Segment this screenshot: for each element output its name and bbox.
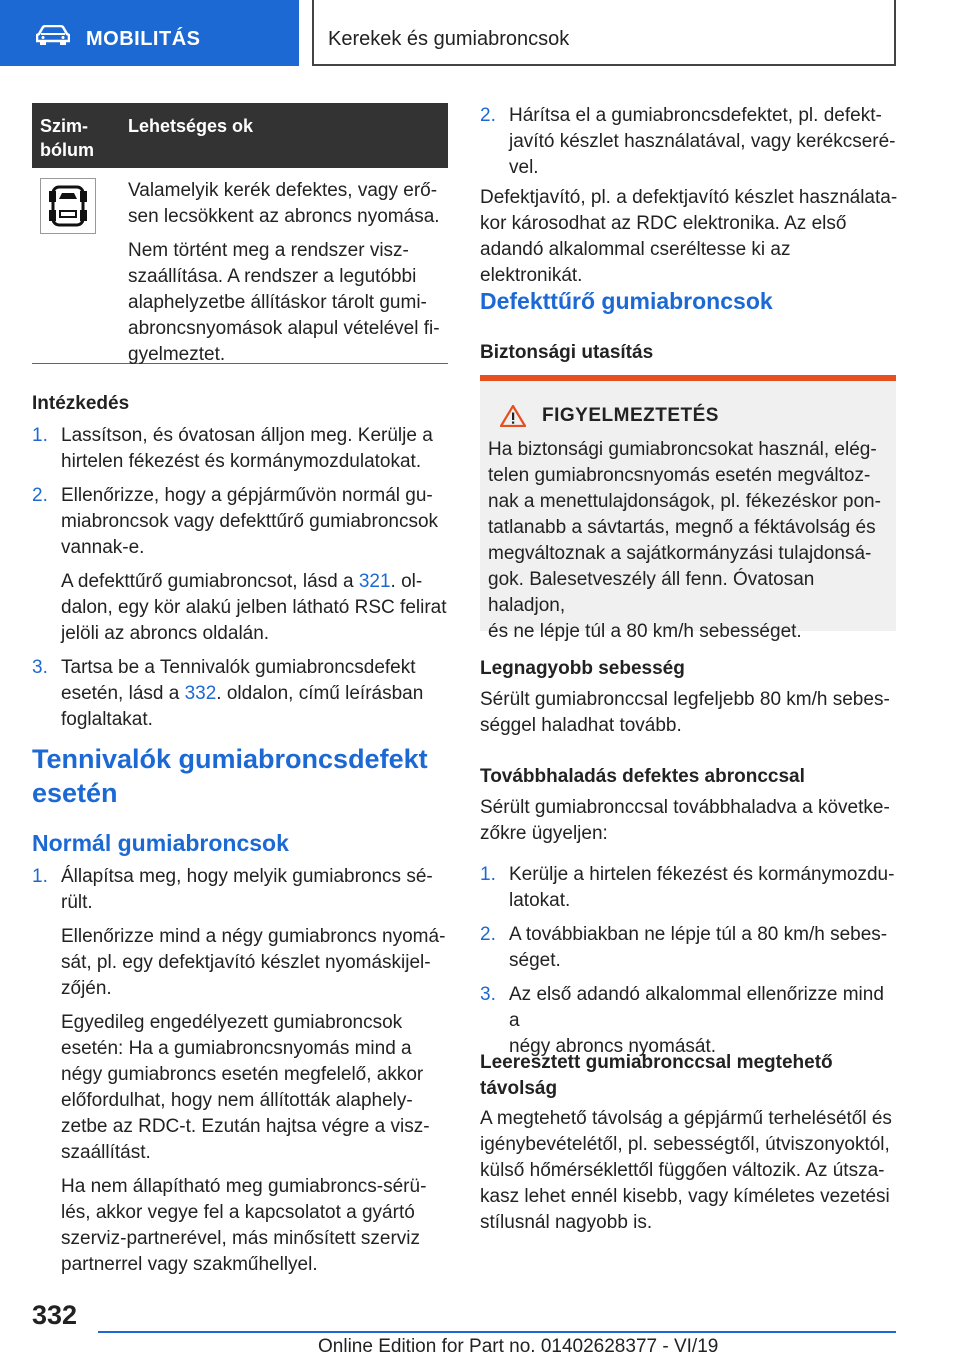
text-line: megváltoznak a sajátkormányzási tulajdonsá- xyxy=(488,543,872,564)
warning-title xyxy=(500,405,719,427)
text-line: gok. Balesetveszély áll fenn. Óvatosan haladjon, xyxy=(488,569,815,616)
text-run: A defekttűrő gumiabroncsot, lásd a xyxy=(61,571,359,592)
text-line: négy gumiabroncs esetén megfelelő, akkor xyxy=(61,1064,424,1085)
text-run: esetén, lásd a xyxy=(61,683,185,704)
heading-line: távolság xyxy=(480,1078,558,1099)
table-header xyxy=(32,103,448,168)
text-line: abroncsnyomások alapul vételével fi- xyxy=(128,318,440,339)
header-line: Szim- xyxy=(40,116,89,136)
list-item xyxy=(480,982,898,1060)
heading-line: Leeresztett gumiabronccsal megtehető xyxy=(480,1052,833,1073)
list-item xyxy=(32,423,450,475)
safety-heading: Biztonsági utasítás xyxy=(480,342,654,363)
text-line: miabroncsok vagy defekttűrő gumiabroncsok xyxy=(61,511,439,532)
range-text xyxy=(480,1106,898,1236)
subsection-heading: Normál gumiabroncsok xyxy=(32,830,289,856)
text-line: Ellenőrizze mind a négy gumiabroncs nyomá- xyxy=(61,926,446,947)
subsection-heading: Defekttűrő gumiabroncsok xyxy=(480,288,773,314)
table-header-symbol xyxy=(40,114,94,162)
text-line: zetbe az RDC-t. Ezután hajtsa végre a visz- xyxy=(61,1116,430,1137)
text-line: A továbbiakban ne lépje túl a 80 km/h sebes- xyxy=(509,924,888,945)
text-line: Ha biztonsági gumiabroncsokat használ, elég- xyxy=(488,439,877,460)
list-item xyxy=(32,483,450,647)
text-line: igénybevételétől, pl. sebességtől, útviszonyoktól, xyxy=(480,1134,890,1155)
text-line: adandó alkalommal cseréltesse ki az elektronikát. xyxy=(480,239,791,286)
list-item xyxy=(480,922,898,974)
warning-triangle-icon xyxy=(500,405,526,427)
text-line: Nem történt meg a rendszer visz- xyxy=(128,240,409,261)
text-line: tatlanabb a sávtartás, megnő a féktávolság és xyxy=(488,517,876,538)
text-line: zőkre ügyeljen: xyxy=(480,823,608,844)
list-item xyxy=(480,862,898,914)
list-subparagraph xyxy=(61,924,450,1002)
text-line: alaphelyzetbe állításkor tárolt gumi- xyxy=(128,292,427,313)
text-line: sát, pl. egy defektjavító készlet nyomáskijel- xyxy=(61,952,431,973)
text-line: Defektjavító, pl. a defektjavító készlet használata- xyxy=(480,187,898,208)
page-number: 332 xyxy=(32,1300,78,1330)
range-heading xyxy=(480,1050,898,1102)
list-subparagraph xyxy=(61,1174,450,1278)
text-line: lés, akkor vegye fel a kapcsolatot a gyártó xyxy=(61,1202,415,1223)
warning-box xyxy=(480,375,896,642)
symbol-table xyxy=(32,103,448,364)
text-line: Az első adandó alkalommal ellenőrizze mind a xyxy=(509,984,884,1031)
text-line: Egyedileg engedélyezett gumiabroncsok xyxy=(61,1012,403,1033)
list-number: 2. xyxy=(480,105,496,126)
text-line: rült. xyxy=(61,892,93,913)
tire-pressure-warning-icon xyxy=(40,178,96,234)
table-cell-cause xyxy=(128,178,446,368)
heading-line: Tennivalók gumiabroncsdefekt xyxy=(32,744,428,774)
text-line: dalon, egy kör alakú jelben látható RSC felirat xyxy=(61,597,447,618)
chapter-header xyxy=(312,0,896,66)
section-label: MOBILITÁS xyxy=(86,28,201,50)
text-line: séget. xyxy=(509,950,561,971)
text-line: Tartsa be a Tennivalók gumiabroncsdefekt xyxy=(61,657,416,678)
continue-text xyxy=(480,795,898,847)
section-heading xyxy=(32,742,428,810)
table-header-cause: Lehetséges ok xyxy=(128,116,254,136)
rdc-note xyxy=(480,185,898,289)
text-line: foglaltakat. xyxy=(61,709,153,730)
car-icon xyxy=(36,25,70,45)
list-item xyxy=(32,655,450,733)
text-line: szerviz-partnerével, más minősített szerviz xyxy=(61,1228,420,1249)
chapter-title: Kerekek és gumiabroncsok xyxy=(328,28,570,50)
page-link-321[interactable]: 321 xyxy=(358,571,391,592)
text-line: Kerülje a hirtelen fékezést és kormánymozdu- xyxy=(509,864,895,885)
cause-paragraph xyxy=(128,178,446,230)
text-line: szaállítása. A rendszer a legutóbbi xyxy=(128,266,417,287)
text-line: és ne lépje túl a 80 km/h sebességet. xyxy=(488,621,802,642)
list-number: 1. xyxy=(480,864,496,885)
max-speed-heading: Legnagyobb sebesség xyxy=(480,658,685,679)
text-line: javító készlet használatával, vagy kerékcseré- xyxy=(509,131,896,152)
list-number: 2. xyxy=(480,924,496,945)
measures-list xyxy=(32,423,450,733)
text-line: partnerrel vagy szakműhellyel. xyxy=(61,1254,318,1275)
text-run: . ol- xyxy=(390,571,423,592)
repair-step xyxy=(480,103,898,181)
normal-tire-list xyxy=(32,864,450,1278)
text-line: séggel haladhat tovább. xyxy=(480,715,682,736)
cause-paragraph xyxy=(128,238,446,368)
warning-title-text: FIGYELMEZTETÉS xyxy=(542,405,719,426)
text-line: Sérült gumiabronccsal legfeljebb 80 km/h sebes- xyxy=(480,689,890,710)
continue-list xyxy=(480,862,898,1060)
text-line: Sérült gumiabronccsal továbbhaladva a követke- xyxy=(480,797,890,818)
text-line: A megtehető távolság a gépjármű terhelésétől és xyxy=(480,1108,892,1129)
text-line: Valamelyik kerék defektes, vagy erő- xyxy=(128,180,438,201)
continue-heading: Továbbhaladás defektes abronccsal xyxy=(480,766,805,787)
text-line: vannak-e. xyxy=(61,537,145,558)
edition-text: Online Edition for Part no. 01402628377 - VI/19 xyxy=(318,1336,719,1357)
text-line: kor károsodhat az RDC elektronika. Az első xyxy=(480,213,847,234)
text-line: hirtelen fékezést és kormánymozdulatokat. xyxy=(61,451,422,472)
list-number: 1. xyxy=(32,425,48,446)
list-number: 2. xyxy=(32,485,48,506)
list-item xyxy=(32,864,450,1278)
page-link-332[interactable]: 332 xyxy=(184,683,217,704)
warning-body xyxy=(488,437,890,645)
text-line: Ha nem állapítható meg gumiabroncs-sérü- xyxy=(61,1176,427,1197)
list-subparagraph xyxy=(61,569,450,647)
text-line: kasz lehet ennél kisebb, vagy kíméletes vezetési xyxy=(480,1186,890,1207)
text-line: Állapítsa meg, hogy melyik gumiabroncs sé- xyxy=(61,866,433,887)
heading-line: esetén xyxy=(32,778,118,808)
list-number: 3. xyxy=(32,657,48,678)
list-number: 3. xyxy=(480,984,496,1005)
text-line: vel. xyxy=(509,157,539,178)
text-line: Lassítson, és óvatosan álljon meg. Kerülje a xyxy=(61,425,433,446)
list-number: 1. xyxy=(32,866,48,887)
text-line: gyelmeztet. xyxy=(128,344,226,365)
text-line: nak a menettulajdonságok, pl. fékezéskor pon- xyxy=(488,491,881,512)
text-line: latokat. xyxy=(509,890,571,911)
max-speed-text xyxy=(480,687,898,739)
text-line: Hárítsa el a gumiabroncsdefektet, pl. defekt- xyxy=(509,105,882,126)
text-line: Ellenőrizze, hogy a gépjárművön normál gu- xyxy=(61,485,433,506)
text-line: sen lecsökkent az abroncs nyomása. xyxy=(128,206,440,227)
text-line: zőjén. xyxy=(61,978,112,999)
text-line: jelöli az abroncs oldalán. xyxy=(61,623,270,644)
measures-heading: Intézkedés xyxy=(32,393,130,414)
section-tab xyxy=(0,0,299,66)
text-line: esetén: Ha a gumiabroncsnyomás mind a xyxy=(61,1038,412,1059)
text-run: . oldalon, című leírásban xyxy=(216,683,424,704)
text-line: telen gumiabroncsnyomás esetén megváltoz- xyxy=(488,465,871,486)
header-line: bólum xyxy=(40,140,94,160)
list-subparagraph xyxy=(61,1010,450,1166)
footer-divider xyxy=(98,1331,896,1333)
text-line: stílusnál nagyobb is. xyxy=(480,1212,653,1233)
text-line: külső hőmérséklettől függően változik. Az útsza- xyxy=(480,1160,885,1181)
table-row xyxy=(32,168,448,364)
text-line: előfordulhat, hogy nem állították alaphely- xyxy=(61,1090,413,1111)
list-item xyxy=(480,103,898,181)
text-line: négy abroncs nyomását. xyxy=(509,1036,717,1057)
text-line: szaállítást. xyxy=(61,1142,151,1163)
